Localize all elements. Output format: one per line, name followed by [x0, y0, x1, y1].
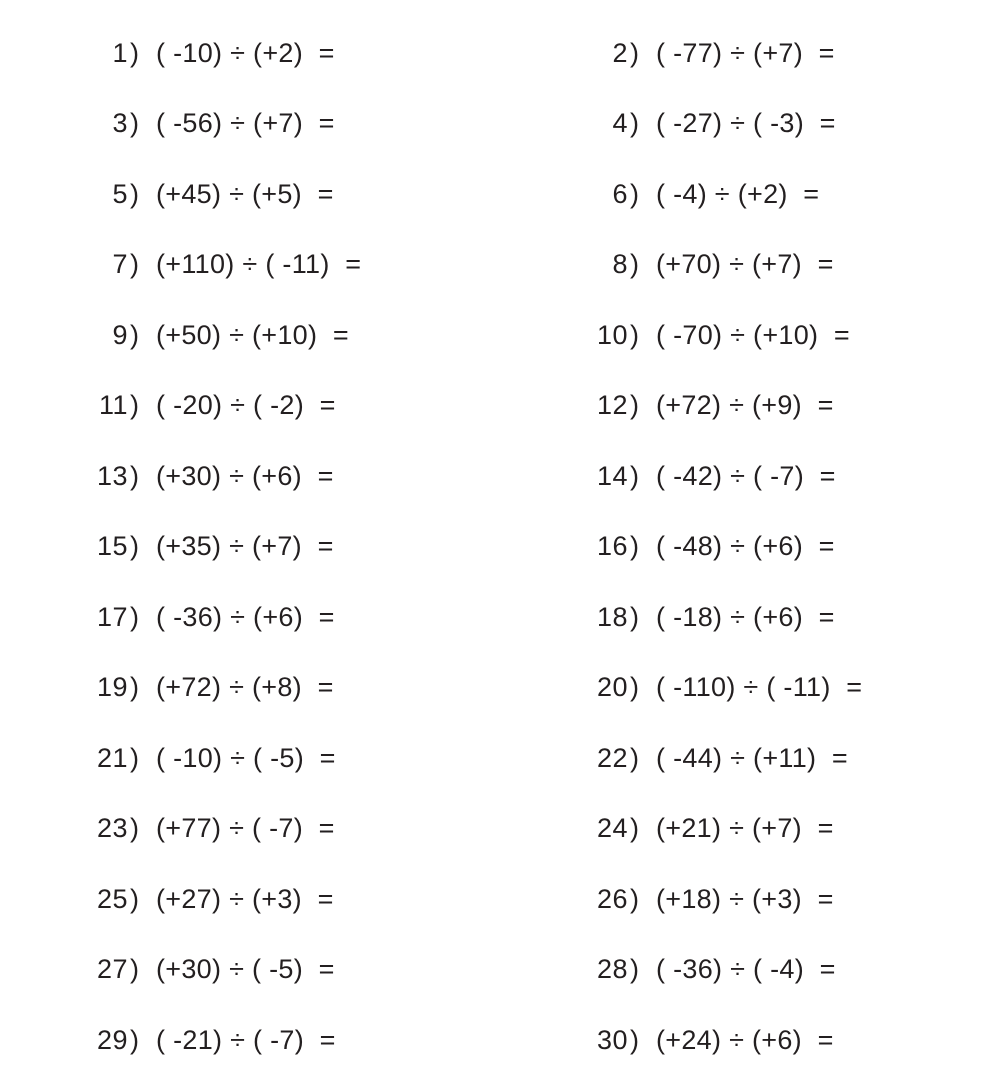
- problem-expression: ( -77) ÷ (+7) =: [656, 37, 835, 68]
- problem-expression: (+72) ÷ (+9) =: [656, 390, 834, 421]
- problem-number: 20: [596, 672, 628, 703]
- problem-item: [0, 956, 500, 983]
- problem-number: 16: [596, 531, 628, 562]
- problem-number-paren: ): [130, 249, 139, 280]
- problem-row: [0, 582, 1000, 653]
- problem-item: [500, 742, 1000, 773]
- problem-expression: ( -44) ÷ (+11) =: [656, 742, 848, 773]
- problem-expression: (+30) ÷ ( -5) =: [156, 954, 335, 985]
- problem-expression: (+45) ÷ (+5) =: [156, 178, 334, 209]
- problem-number-paren: ): [130, 37, 139, 68]
- problem-number: 27: [96, 954, 128, 985]
- problem-expression: (+27) ÷ (+3) =: [156, 883, 334, 914]
- problem-number-paren: ): [130, 390, 139, 421]
- problem-number: 1: [112, 37, 128, 68]
- problem-number: 17: [96, 601, 128, 632]
- problem-number: 23: [96, 813, 128, 844]
- problem-expression: (+35) ÷ (+7) =: [156, 531, 334, 562]
- problem-expression: ( -18) ÷ (+6) =: [656, 601, 835, 632]
- problem-item: [0, 178, 500, 209]
- problem-expression: ( -48) ÷ (+6) =: [656, 531, 835, 562]
- problem-expression: ( -20) ÷ ( -2) =: [156, 390, 336, 421]
- problem-number: 19: [96, 672, 128, 703]
- problem-number-paren: ): [630, 390, 639, 421]
- problem-number-paren: ): [130, 178, 139, 209]
- problem-number-paren: ): [130, 742, 139, 773]
- problem-number: 12: [596, 390, 628, 421]
- problem-number: 21: [96, 742, 128, 773]
- problem-item: [500, 460, 1000, 491]
- problem-number: 9: [112, 319, 128, 350]
- problem-number: 4: [612, 108, 628, 139]
- problem-item: [500, 319, 1000, 350]
- problem-row: [0, 371, 1000, 442]
- problem-number: 7: [112, 249, 128, 280]
- problem-number: 13: [96, 460, 128, 491]
- problem-item: [0, 742, 500, 773]
- problem-number: 14: [596, 460, 628, 491]
- problem-number-paren: ): [630, 601, 639, 632]
- problem-number-paren: ): [130, 319, 139, 350]
- problem-rows: [0, 18, 1000, 1076]
- problem-number: 26: [596, 883, 628, 914]
- problem-expression: ( -56) ÷ (+7) =: [156, 108, 335, 139]
- problem-number-paren: ): [130, 1024, 139, 1055]
- problem-number: 22: [596, 742, 628, 773]
- problem-row: [0, 89, 1000, 160]
- problem-expression: (+30) ÷ (+6) =: [156, 460, 334, 491]
- problem-item: [500, 37, 1000, 68]
- problem-item: [500, 674, 1000, 701]
- problem-row: [0, 723, 1000, 794]
- problem-expression: ( -110) ÷ ( -11) =: [656, 672, 863, 703]
- problem-row: [0, 230, 1000, 301]
- problem-row: [0, 300, 1000, 371]
- problem-number: 15: [96, 531, 128, 562]
- problem-expression: (+72) ÷ (+8) =: [156, 672, 334, 703]
- problem-number-paren: ): [130, 883, 139, 914]
- problem-item: [500, 956, 1000, 983]
- problem-number: 5: [112, 178, 128, 209]
- problem-row: [0, 935, 1000, 1006]
- problem-row: [0, 159, 1000, 230]
- problem-number: 6: [612, 178, 628, 209]
- problem-row: [0, 1005, 1000, 1076]
- problem-expression: (+70) ÷ (+7) =: [656, 249, 834, 280]
- problem-item: [0, 319, 500, 350]
- problem-item: [500, 251, 1000, 278]
- problem-number: 2: [612, 37, 628, 68]
- problem-number-paren: ): [630, 954, 639, 985]
- problem-expression: (+24) ÷ (+6) =: [656, 1024, 834, 1055]
- problem-number: 10: [596, 319, 628, 350]
- problem-number-paren: ): [130, 531, 139, 562]
- problem-expression: (+21) ÷ (+7) =: [656, 813, 834, 844]
- problem-number-paren: ): [630, 460, 639, 491]
- problem-item: [0, 533, 500, 560]
- problem-item: [0, 110, 500, 137]
- problem-row: [0, 18, 1000, 89]
- problem-number-paren: ): [130, 460, 139, 491]
- problem-row: [0, 794, 1000, 865]
- problem-number: 11: [98, 390, 128, 421]
- problem-expression: ( -42) ÷ ( -7) =: [656, 460, 836, 491]
- problem-number-paren: ): [630, 672, 639, 703]
- problem-expression: ( -36) ÷ (+6) =: [156, 601, 335, 632]
- problem-number: 30: [596, 1024, 628, 1055]
- problem-item: [0, 251, 500, 278]
- problem-item: [500, 601, 1000, 632]
- problem-item: [500, 533, 1000, 560]
- problem-number-paren: ): [130, 108, 139, 139]
- problem-number-paren: ): [630, 742, 639, 773]
- problem-item: [0, 460, 500, 491]
- problem-item: [500, 883, 1000, 914]
- problem-item: [0, 601, 500, 632]
- problem-number: 28: [596, 954, 628, 985]
- problem-expression: (+50) ÷ (+10) =: [156, 319, 349, 350]
- problem-item: [500, 392, 1000, 419]
- problem-row: [0, 864, 1000, 935]
- problem-expression: ( -36) ÷ ( -4) =: [656, 954, 836, 985]
- problem-row: [0, 512, 1000, 583]
- problem-number-paren: ): [130, 672, 139, 703]
- problem-number-paren: ): [630, 813, 639, 844]
- problem-number-paren: ): [630, 1024, 639, 1055]
- problem-number-paren: ): [630, 319, 639, 350]
- problem-expression: (+77) ÷ ( -7) =: [156, 813, 335, 844]
- problem-item: [500, 815, 1000, 842]
- problem-item: [500, 110, 1000, 137]
- problem-number-paren: ): [630, 531, 639, 562]
- problem-row: [0, 653, 1000, 724]
- problem-number: 8: [612, 249, 628, 280]
- problem-number: 25: [96, 883, 128, 914]
- problem-number-paren: ): [630, 37, 639, 68]
- problem-item: [0, 1024, 500, 1055]
- problem-item: [500, 178, 1000, 209]
- problem-number: 29: [96, 1024, 128, 1055]
- problem-item: [0, 883, 500, 914]
- problem-expression: ( -21) ÷ ( -7) =: [156, 1024, 336, 1055]
- problem-number-paren: ): [630, 178, 639, 209]
- problem-item: [0, 37, 500, 68]
- problem-number: 18: [596, 601, 628, 632]
- problem-expression: ( -70) ÷ (+10) =: [656, 319, 850, 350]
- problem-number-paren: ): [130, 954, 139, 985]
- problem-number-paren: ): [130, 601, 139, 632]
- problem-expression: (+18) ÷ (+3) =: [656, 883, 834, 914]
- problem-number: 3: [112, 108, 128, 139]
- problem-expression: ( -10) ÷ ( -5) =: [156, 742, 336, 773]
- problem-number-paren: ): [130, 813, 139, 844]
- problem-expression: (+110) ÷ ( -11) =: [156, 249, 362, 280]
- problem-row: [0, 441, 1000, 512]
- problem-number-paren: ): [630, 249, 639, 280]
- problem-item: [500, 1024, 1000, 1055]
- problem-expression: ( -10) ÷ (+2) =: [156, 37, 335, 68]
- problem-item: [0, 392, 500, 419]
- problem-expression: ( -4) ÷ (+2) =: [656, 178, 820, 209]
- problem-number-paren: ): [630, 108, 639, 139]
- problem-number-paren: ): [630, 883, 639, 914]
- problem-number: 24: [596, 813, 628, 844]
- problem-item: [0, 674, 500, 701]
- problem-expression: ( -27) ÷ ( -3) =: [656, 108, 836, 139]
- problem-item: [0, 815, 500, 842]
